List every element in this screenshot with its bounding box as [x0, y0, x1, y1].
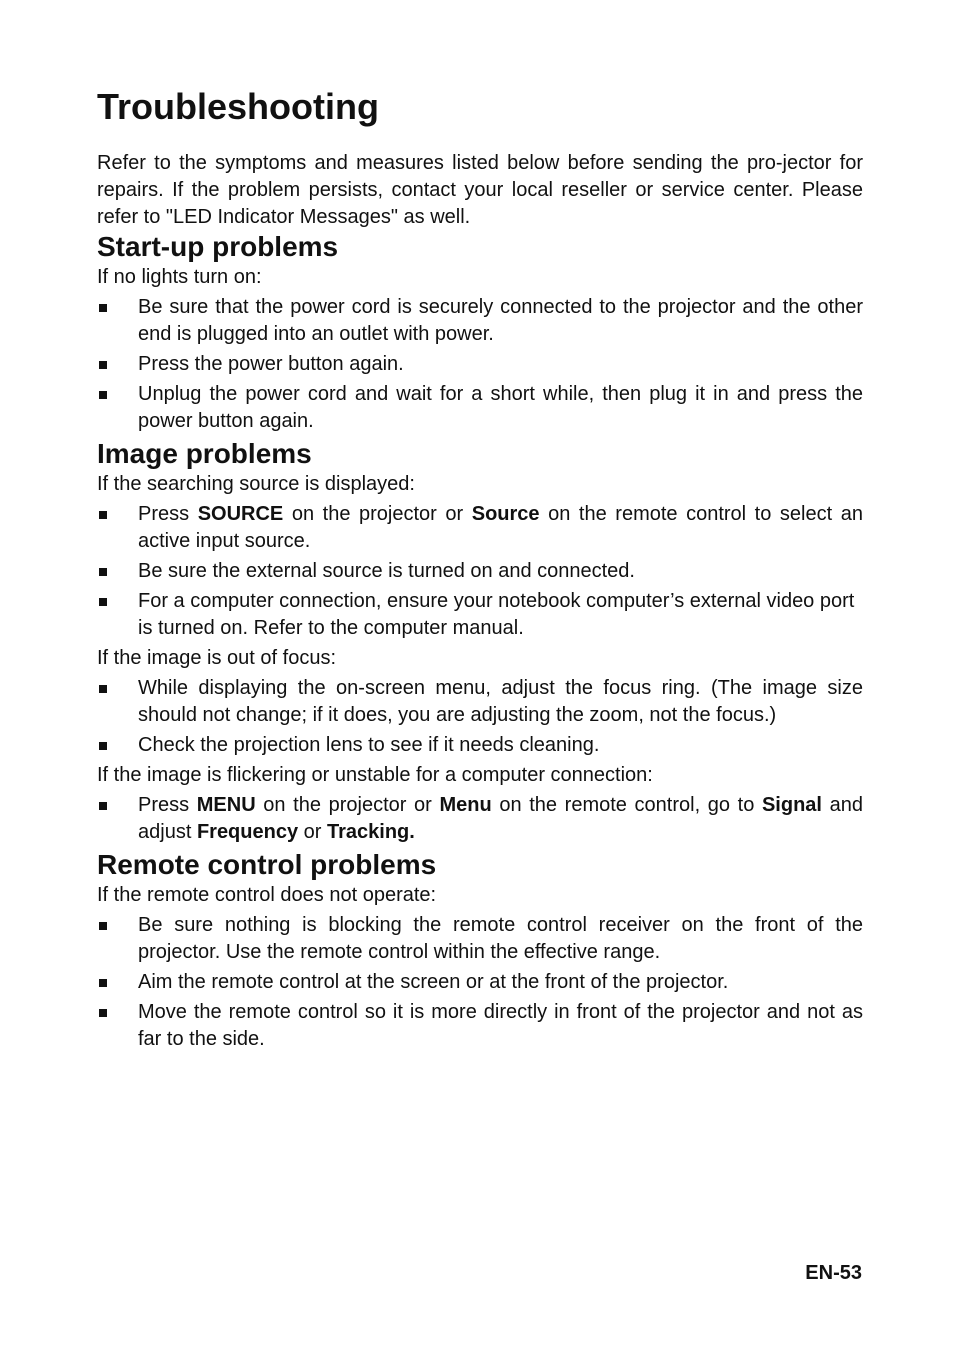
list-item: Press SOURCE on the projector or Source on the remote control to select an active input source.: [97, 501, 863, 555]
intro-paragraph: Refer to the symptoms and measures listed below before sending the pro-jector for repairs. If the problem persists, contact your local reseller or service center. Please refer to "LED Indicator Messages" as well.: [97, 152, 863, 228]
square-bullet-icon: [99, 568, 107, 576]
list-item: Move the remote control so it is more directly in front of the projector and not as far to the side.: [97, 999, 863, 1053]
square-bullet-icon: [99, 802, 107, 810]
image-list-focus: [97, 675, 863, 759]
remote-list: [97, 912, 863, 1053]
image-lead-focus: If the image is out of focus:: [97, 647, 337, 669]
square-bullet-icon: [99, 511, 107, 519]
list-item: Press the power button again.: [97, 351, 863, 378]
section-heading-image: Image problems: [97, 438, 312, 469]
square-bullet-icon: [99, 979, 107, 987]
list-item: Check the projection lens to see if it needs cleaning.: [97, 732, 863, 759]
list-item: Press MENU on the projector or Menu on the remote control, go to Signal and adjust Frequency or Tracking.: [97, 792, 863, 846]
startup-list: [97, 294, 863, 435]
image-list-flicker: [97, 792, 863, 846]
list-item: Be sure the external source is turned on and connected.: [97, 558, 863, 585]
list-item: For a computer connection, ensure your notebook computer’s external video port is turned on. Refer to the computer manual.: [97, 588, 863, 642]
page-content: [97, 86, 863, 1056]
square-bullet-icon: [99, 685, 107, 693]
image-lead-source: If the searching source is displayed:: [97, 473, 415, 495]
image-list-source: [97, 501, 863, 642]
startup-section: [97, 231, 863, 435]
remote-lead: If the remote control does not operate:: [97, 884, 437, 906]
image-lead-flicker: If the image is flickering or unstable for a computer connection:: [97, 764, 653, 786]
square-bullet-icon: [99, 922, 107, 930]
list-item: Be sure that the power cord is securely connected to the projector and the other end is plugged into an outlet with power.: [97, 294, 863, 348]
square-bullet-icon: [99, 742, 107, 750]
square-bullet-icon: [99, 1009, 107, 1017]
startup-lead: If no lights turn on:: [97, 266, 262, 288]
section-heading-startup: Start-up problems: [97, 231, 339, 262]
remote-section: [97, 849, 863, 1053]
page-title: Troubleshooting: [97, 86, 379, 127]
list-item: While displaying the on-screen menu, adjust the focus ring. (The image size should not change; if it does, you are adjusting the zoom, not the focus.): [97, 675, 863, 729]
square-bullet-icon: [99, 391, 107, 399]
section-heading-remote: Remote control problems: [97, 849, 437, 880]
list-item: Unplug the power cord and wait for a short while, then plug it in and press the power button again.: [97, 381, 863, 435]
page-number: EN-53: [805, 1262, 862, 1284]
square-bullet-icon: [99, 304, 107, 312]
image-section: [97, 438, 863, 846]
list-item: Aim the remote control at the screen or at the front of the projector.: [97, 969, 863, 996]
list-item: Be sure nothing is blocking the remote control receiver on the front of the projector. Use the remote control within the effective range.: [97, 912, 863, 966]
square-bullet-icon: [99, 598, 107, 606]
square-bullet-icon: [99, 361, 107, 369]
